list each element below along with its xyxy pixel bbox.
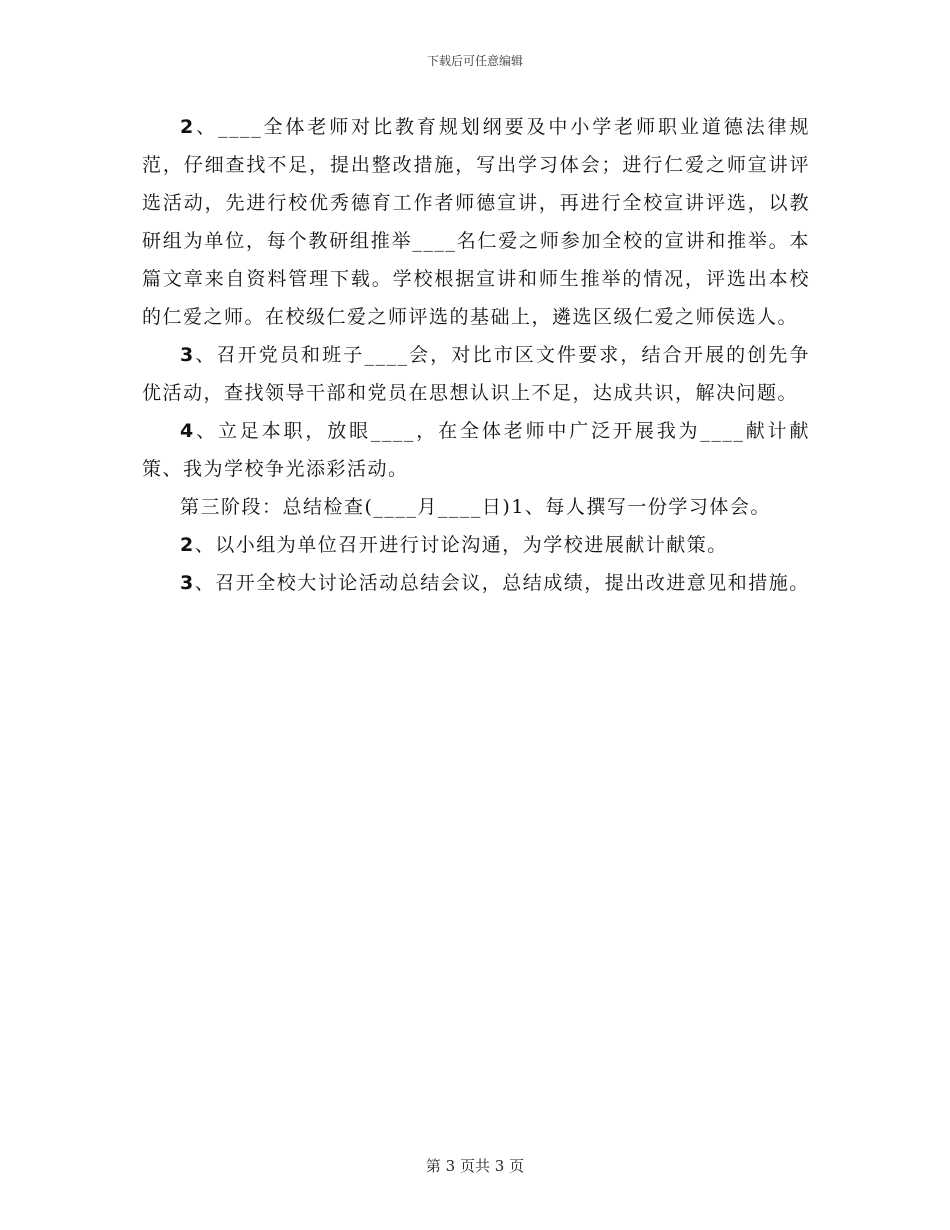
- paragraph-number: 3: [180, 572, 195, 594]
- paragraph-item-3-summary-meeting: [142, 564, 810, 602]
- paragraph-stage-three: [142, 488, 810, 526]
- page-number-footer: 第 3 页共 3 页: [425, 1157, 525, 1175]
- paragraph-number: 4: [180, 420, 195, 442]
- paragraph-text: 、____全体老师对比教育规划纲要及中小学老师职业道德法律规范，仔细查找不足，提出整改措施，写出学习体会；进行仁爱之师宣讲评选活动，先进行校优秀德育工作者师德宣讲，再进行全校宣讲评选，以教研组为单位，每个教研组推举____名仁爱之师参加全校的宣讲和推举。本篇文章来自资料管理下载。学校根据宣讲和师生推举的情况，评选出本校的仁爱之师。在校级仁爱之师评选的基础上，遴选区级仁爱之师侯选人。: [142, 116, 810, 328]
- paragraph-item-3-party-meeting: [142, 336, 810, 412]
- paragraph-text: 、召开党员和班子____会，对比市区文件要求，结合开展的创先争优活动，查找领导干部和党员在思想认识上不足，达成共识，解决问题。: [142, 344, 810, 404]
- paragraph-number: 2: [180, 534, 195, 556]
- paragraph-text: 第三阶段：总结检查(____月____日)1、每人撰写一份学习体会。: [180, 496, 771, 518]
- paragraph-text: 、立足本职，放眼____，在全体老师中广泛开展我为____献计献策、我为学校争光添彩活动。: [142, 420, 810, 480]
- paragraph-number: 2: [180, 116, 195, 138]
- paragraph-item-2-group-discussion: [142, 526, 810, 564]
- document-body: [142, 108, 810, 602]
- paragraph-text: 、召开全校大讨论活动总结会议，总结成绩，提出改进意见和措施。: [194, 572, 810, 594]
- paragraph-item-2-teachers: [142, 108, 810, 336]
- paragraph-text: 、以小组为单位召开进行讨论沟通，为学校进展献计献策。: [194, 534, 728, 556]
- page-header-note: 下载后可任意编辑: [426, 54, 523, 68]
- paragraph-item-4-contribute: [142, 412, 810, 488]
- paragraph-number: 3: [180, 344, 195, 366]
